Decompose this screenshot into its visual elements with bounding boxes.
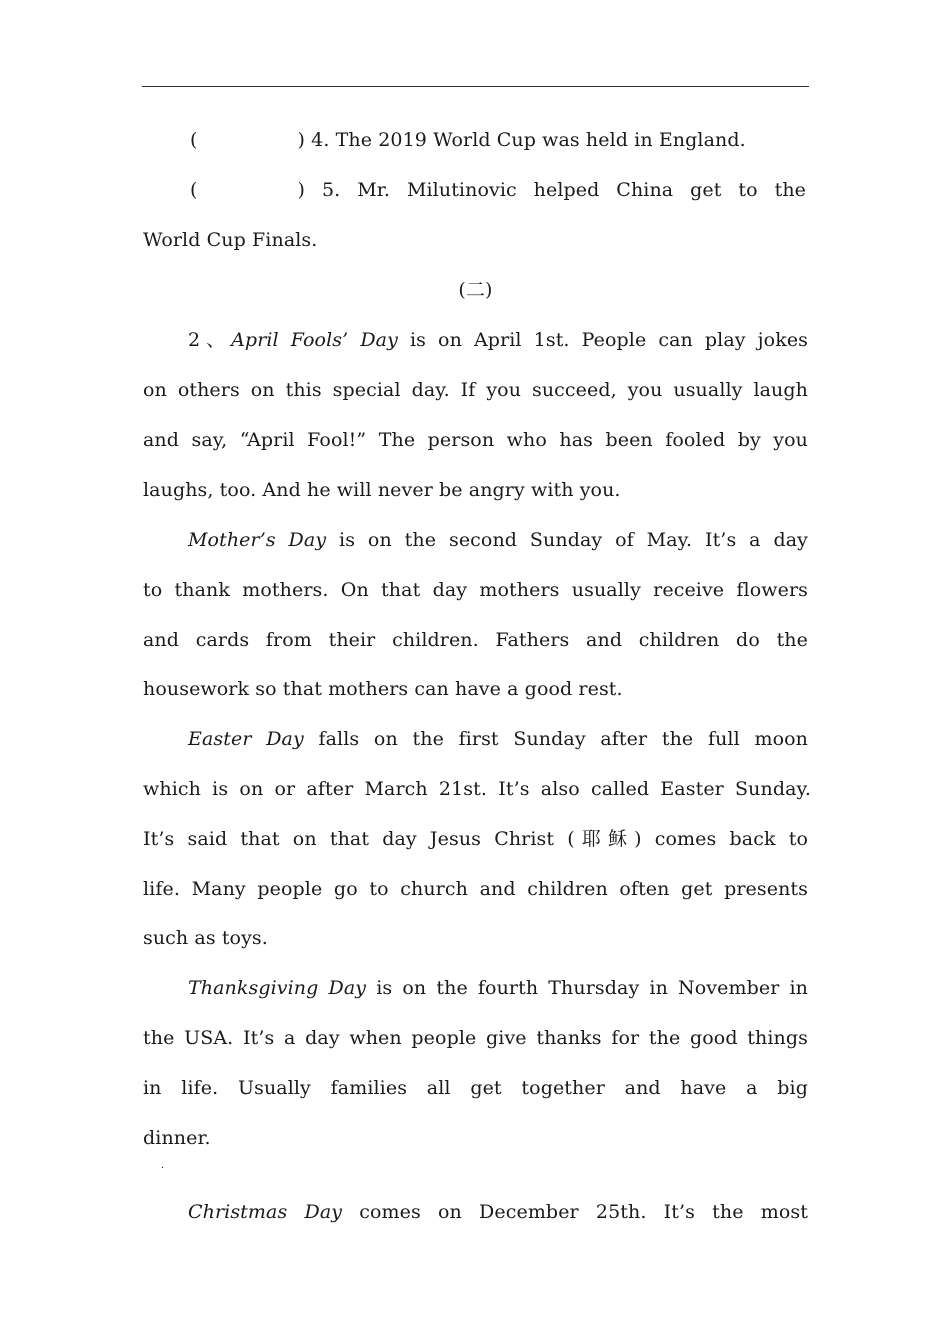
question-5-close-paren: )	[297, 179, 306, 201]
paragraph-4-line-4: dinner.	[143, 1127, 211, 1149]
paragraph-1-line-4: laughs, too. And he will never be angry with you.	[143, 479, 621, 501]
paragraph-3-line-4: life. Many people go to church and children often get presents	[143, 878, 808, 900]
paragraph-1-line-1: 2、April Fools’ Day is on April 1st. People can play jokes	[188, 329, 809, 351]
holiday-mothers-day: Mother’s Day	[188, 529, 327, 551]
section-marker: (二)	[458, 279, 493, 301]
paragraph-1-line-3: and say, “April Fool!” The person who has been fooled by you	[143, 429, 808, 451]
holiday-easter-day: Easter Day	[188, 728, 304, 750]
question-4-close-paren: )	[297, 129, 306, 151]
paragraph-3-line-3: It’s said that on that day Jesus Christ (耶稣) comes back to	[143, 828, 808, 850]
question-4-open-paren: (	[190, 129, 198, 151]
holiday-april-fools-day: April Fools’ Day	[231, 329, 398, 351]
paragraph-4-line-1: Thanksgiving Day is on the fourth Thursday in November in	[188, 977, 809, 999]
question-4-text: The 2019 World Cup was held in England.	[335, 129, 746, 151]
passage-number: 2、	[188, 329, 232, 351]
paragraph-1-line-2: on others on this special day. If you succeed, you usually laugh	[143, 379, 808, 401]
question-5-text: Mr. Milutinovic helped China get to the	[357, 179, 807, 201]
paragraph-4-line-3: in life. Usually families all get together and have a big	[143, 1077, 808, 1099]
question-5-open-paren: (	[190, 179, 198, 201]
stray-mark: ·	[161, 1163, 165, 1174]
holiday-thanksgiving-day: Thanksgiving Day	[188, 977, 367, 999]
holiday-christmas-day: Christmas Day	[188, 1201, 343, 1223]
paragraph-2-line-2: to thank mothers. On that day mothers usually receive flowers	[143, 579, 808, 601]
question-5-number: 5.	[321, 179, 341, 201]
header-rule	[142, 86, 809, 87]
paragraph-3-line-5: such as toys.	[143, 927, 268, 949]
paragraph-2-line-1: Mother’s Day is on the second Sunday of May. It’s a day	[188, 529, 808, 551]
paragraph-2-line-3: and cards from their children. Fathers and children do the	[143, 629, 808, 651]
paragraph-5-line-1: Christmas Day comes on December 25th. It’s the most	[188, 1201, 808, 1223]
question-5	[190, 178, 806, 202]
paragraph-3-line-2: which is on or after March 21st. It’s also called Easter Sunday.	[143, 778, 811, 800]
question-5-continuation: World Cup Finals.	[143, 229, 318, 251]
paragraph-4-line-2: the USA. It’s a day when people give thanks for the good things	[143, 1027, 808, 1049]
question-4-number: 4.	[311, 129, 330, 151]
question-4	[190, 128, 780, 152]
paragraph-2-line-4: housework so that mothers can have a good rest.	[143, 678, 623, 700]
paragraph-3-line-1: Easter Day falls on the first Sunday after the full moon	[188, 728, 809, 750]
